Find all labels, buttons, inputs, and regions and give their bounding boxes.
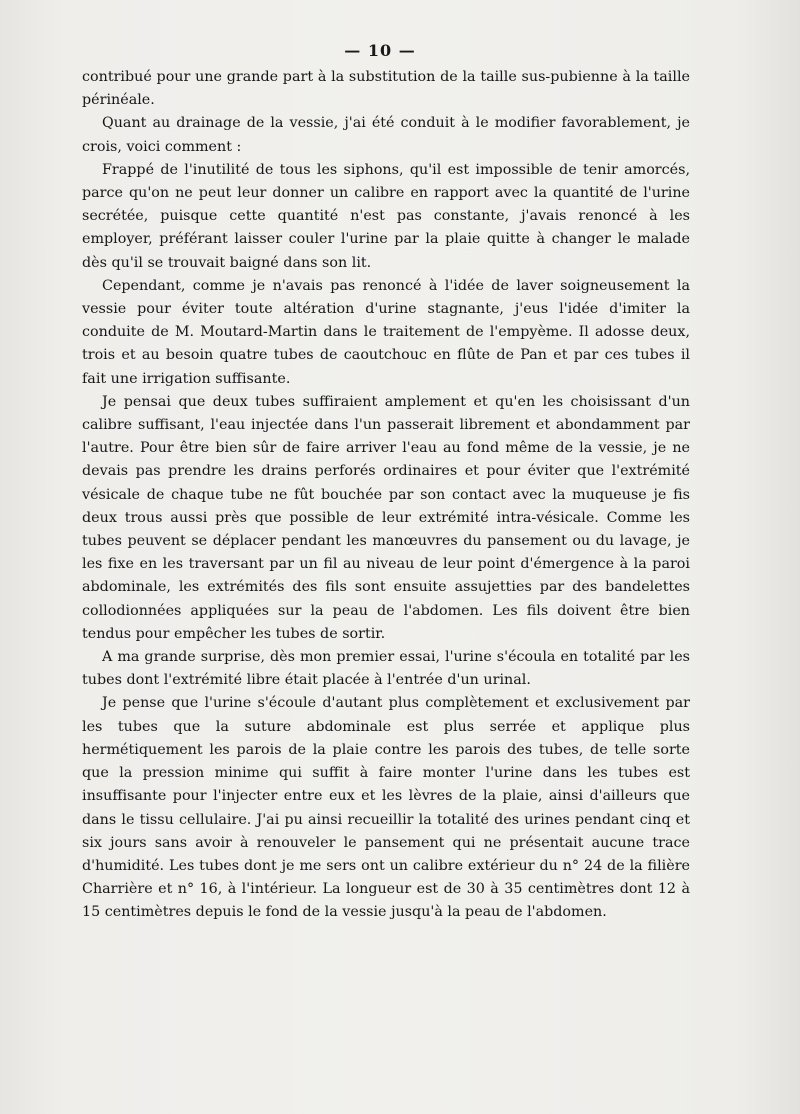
paragraph-3: Frappé de l'inutilité de tous les siphons, qu'il est impossible de tenir amorcés, parce qu'on ne peut leur donner un calibre en rapport avec la quantité de l'urine secrétée, puisque cette quantité n'est pas constante, j'avais renoncé à les employer, préférant laisser couler l'urine par la plaie quitte à changer le malade dès qu'il se trouvait baigné dans son lit.	[82, 161, 690, 271]
paragraph-1: contribué pour une grande part à la substitution de la taille sus-pubienne à la taille périnéale.	[82, 69, 690, 109]
paragraph-4: Cependant, comme je n'avais pas renoncé à l'idée de laver soigneusement la vessie pour éviter toute altération d'urine stagnante, j'eus l'idée d'imiter la conduite de M. Moutard-Martin dans le traitement de l'empyème. Il adosse deux, trois et au besoin quatre tubes de caoutchouc en flûte de Pan et par ces tubes il fait une irrigation suffisante.	[82, 277, 690, 387]
paragraph-7: Je pense que l'urine s'écoule d'autant plus complètement et exclusivement par les tubes que la suture abdominale est plus serrée et applique plus hermétiquement les parois de la plaie contre les parois des tubes, de telle sorte que la pression minime qui suffit à faire monter l'urine dans les tubes est insuffisante pour l'injecter entre eux et les lèvres de la plaie, ainsi d'ailleurs que dans le tissu cellulaire. J'ai pu ainsi recueillir la totalité des urines pendant cinq et six jours sans avoir à renouveler le pansement qui ne présentait aucune trace d'humidité. Les tubes dont je me sers ont un calibre extérieur du n° 24 de la filière Charrière et n° 16, à l'intérieur. La longueur est de 30 à 35 centimètres dont 12 à 15 centimètres depuis le fond de la vessie jusqu'à la peau de l'abdomen.	[82, 695, 690, 921]
paragraph-2: Quant au drainage de la vessie, j'ai été conduit à le modifier favorablement, je crois, voici comment :	[82, 115, 690, 155]
paragraph-6: A ma grande surprise, dès mon premier essai, l'urine s'écoula en totalité par les tubes dont l'extrémité libre était placée à l'entrée d'un urinal.	[82, 649, 690, 689]
page-number: — 10 —	[344, 41, 416, 60]
paragraph-5: Je pensai que deux tubes suffiraient amplement et qu'en les choisissant d'un calibre suffisant, l'eau injectée dans l'un passerait librement et abondamment par l'autre. Pour être bien sûr de faire arriver l'eau au fond même de la vessie, je ne devais pas prendre les drains perforés ordinaires et pour éviter que l'extrémité vésicale de chaque tube ne fût bouchée par son contact avec la muqueuse je fis deux trous aussi près que possible de leur extrémité intra-vésicale. Comme les tubes peuvent se déplacer pendant les manœuvres du pansement ou du lavage, je les fixe en les traversant par un fil au niveau de leur point d'émergence à la paroi abdominale, les extrémités des fils sont ensuite assujetties par des bandelettes collodionnées appliquées sur la peau de l'abdomen. Les fils doivent être bien tendus pour empêcher les tubes de sortir.	[82, 393, 690, 642]
body-text	[82, 66, 690, 925]
